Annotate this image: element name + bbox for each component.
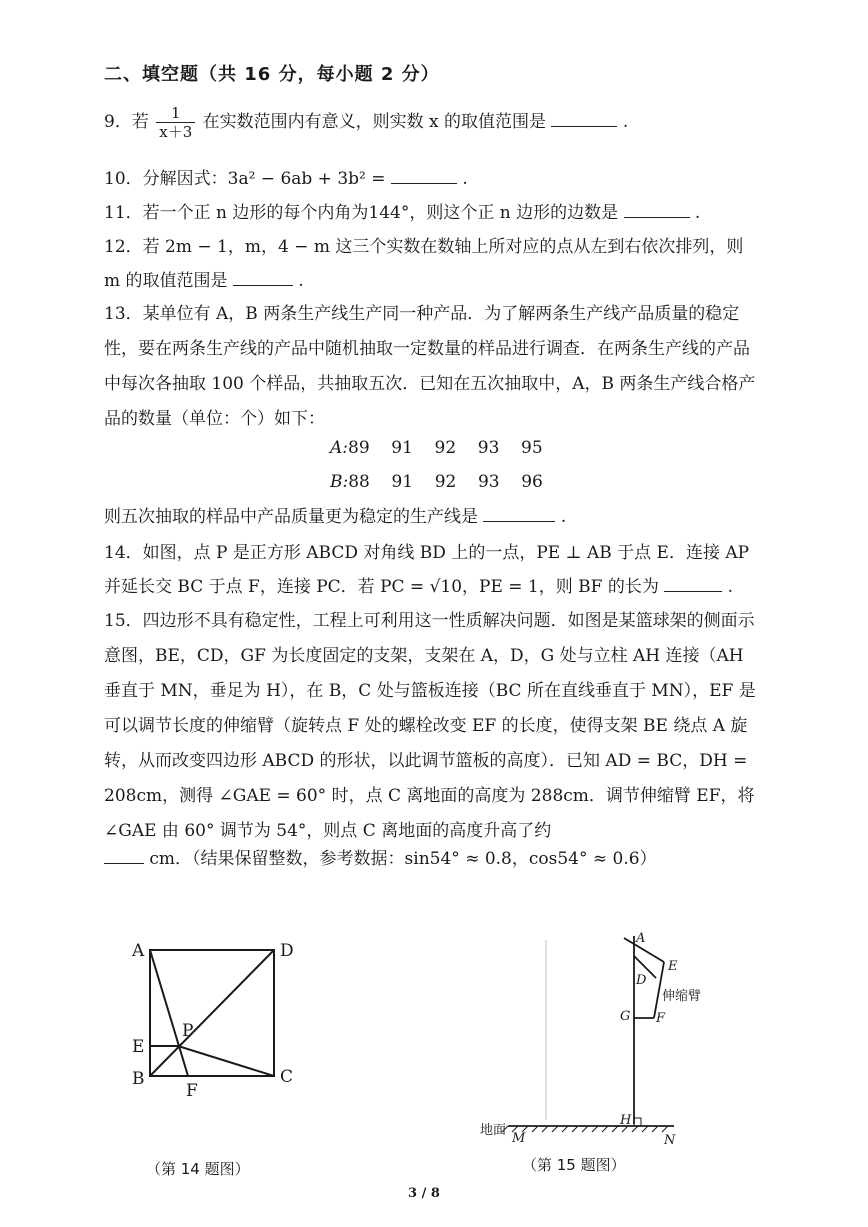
q11-text: 11．若一个正 n 边形的每个内角为144°，则这个正 n 边形的边数是 [104,203,619,223]
fig15-label-a: A [636,931,646,946]
question-15-paragraph: 15．四边形不具有稳定性，工程上可利用这一性质解决问题．如图是某篮球架的侧面示意图，BE，CD，GF 为长度固定的支架，支架在 A，D，G 处与立柱 AH 连接（AH 垂直于 MN，垂足为 H），在 B，C 处与篮板连接（BC 所在直线垂直于 MN），EF 是可以调节长度的伸缩臂（旋转点 F 处的螺栓改变 EF 的长度，使得支架 BE 绕点 A 旋转，从而改变四边形 ABCD 的形状，以此调节篮板的高度）．已知 AD = BC，DH = 208cm，测得 ∠GAE = 60° 时，点 C 离地面的高度为 288cm．调节伸缩臂 EF，将 ∠GAE 由 60° 调节为 54°，则点 C 离地面的高度升高了约 [104,611,756,841]
fig15-label-ground: 地面 [480,1123,507,1138]
fig15-label-d: D [636,973,647,988]
q14-line2-text: 并延长交 BC 于点 F，连接 PC．若 PC = √10，PE = 1，则 BF 的长为 [104,577,659,597]
fig14-label-d: D [280,941,294,961]
q14-answer-blank[interactable] [664,571,722,592]
q13-end: . [560,507,567,527]
q9-fraction [156,104,195,141]
fig14-label-c: C [280,1067,294,1087]
q9-answer-blank[interactable] [551,106,617,127]
q9-number: 9．若 [104,112,149,132]
fig15-label-g: G [620,1009,631,1024]
fig15-right-angle-mark [634,1118,641,1126]
fig14-label-p: P [182,1021,194,1041]
q13-row-b-values: 88 91 92 93 96 [348,472,543,492]
figure-14-caption: （第 14 题图） [146,1160,250,1178]
section-title: 二、填空题（共 16 分，每小题 2 分） [104,64,440,85]
question-13-paragraph: 13．某单位有 A，B 两条生产线生产同一种产品．为了解两条生产线产品质量的稳定性，要在两条生产线的产品中随机抽取一定数量的样品进行调查．在两条生产线的产品中每次各抽取 100 个样品，共抽取五次．已知在五次抽取中，A，B 两条生产线合格产品的数量（单位：个）如下： [104,304,756,429]
fig15-ground-hatch [502,1126,668,1132]
fig14-label-f: F [186,1081,198,1098]
question-12-line2 [104,264,304,298]
q13-answer-blank[interactable] [483,501,555,522]
q9-fraction-numerator: 1 [156,104,195,123]
q14-end: . [727,577,734,597]
q13-row-b [330,465,543,499]
question-13-ask [104,500,566,534]
question-10 [104,162,468,196]
q10-end: . [462,169,468,189]
q9-fraction-denominator: x＋3 [159,123,193,141]
page-number: 3 / 8 [408,1186,440,1201]
fig15-label-arm: 伸缩臂 [662,989,702,1004]
question-14-line2 [104,570,733,604]
question-11 [104,196,700,230]
figure-14 [120,928,310,1098]
fig15-label-m: M [512,1131,526,1146]
q15-answer-blank[interactable] [104,843,144,864]
q11-end: . [694,203,701,223]
figure-15-caption: （第 15 题图） [522,1156,626,1174]
fig15-label-f: F [656,1011,666,1026]
q12-answer-blank[interactable] [233,265,293,286]
question-12-line1: 12．若 2m − 1，m，4 − m 这三个实数在数轴上所对应的点从左到右依次排列，则 [104,237,744,257]
fig15-label-n: N [664,1133,676,1148]
q13-row-a-label: A: [330,438,349,458]
fig15-label-h: H [620,1113,632,1128]
fig14-line-pc [178,1046,274,1076]
fig14-label-a: A [132,941,145,961]
q12-line2-text: m 的取值范围是 [104,271,228,291]
figure-15 [478,922,708,1150]
question-15-last-line [104,842,657,876]
q9-text: 在实数范围内有意义，则实数 x 的取值范围是 [202,112,547,132]
q10-text: 10．分解因式：3a² − 6ab + 3b² = [104,169,386,189]
q10-answer-blank[interactable] [391,163,457,184]
fig15-label-e: E [668,959,678,974]
question-9 [104,104,628,141]
q15-last-text: cm．（结果保留整数，参考数据：sin54° ≈ 0.8，cos54° ≈ 0.6） [149,849,657,869]
q13-row-a-values: 89 91 92 93 95 [348,438,543,458]
q13-row-b-label: B: [330,472,349,492]
fig14-label-e: E [132,1037,145,1057]
q12-end: . [298,271,304,291]
q11-answer-blank[interactable] [624,197,690,218]
q13-row-a [330,431,543,465]
question-14-line1: 14．如图，点 P 是正方形 ABCD 对角线 BD 上的一点，PE ⊥ AB 于点 E．连接 AP [104,543,750,563]
q13-ask-text: 则五次抽取的样品中产品质量更为稳定的生产线是 [104,507,478,527]
fig14-label-b: B [132,1069,145,1089]
q9-end: . [622,112,629,132]
